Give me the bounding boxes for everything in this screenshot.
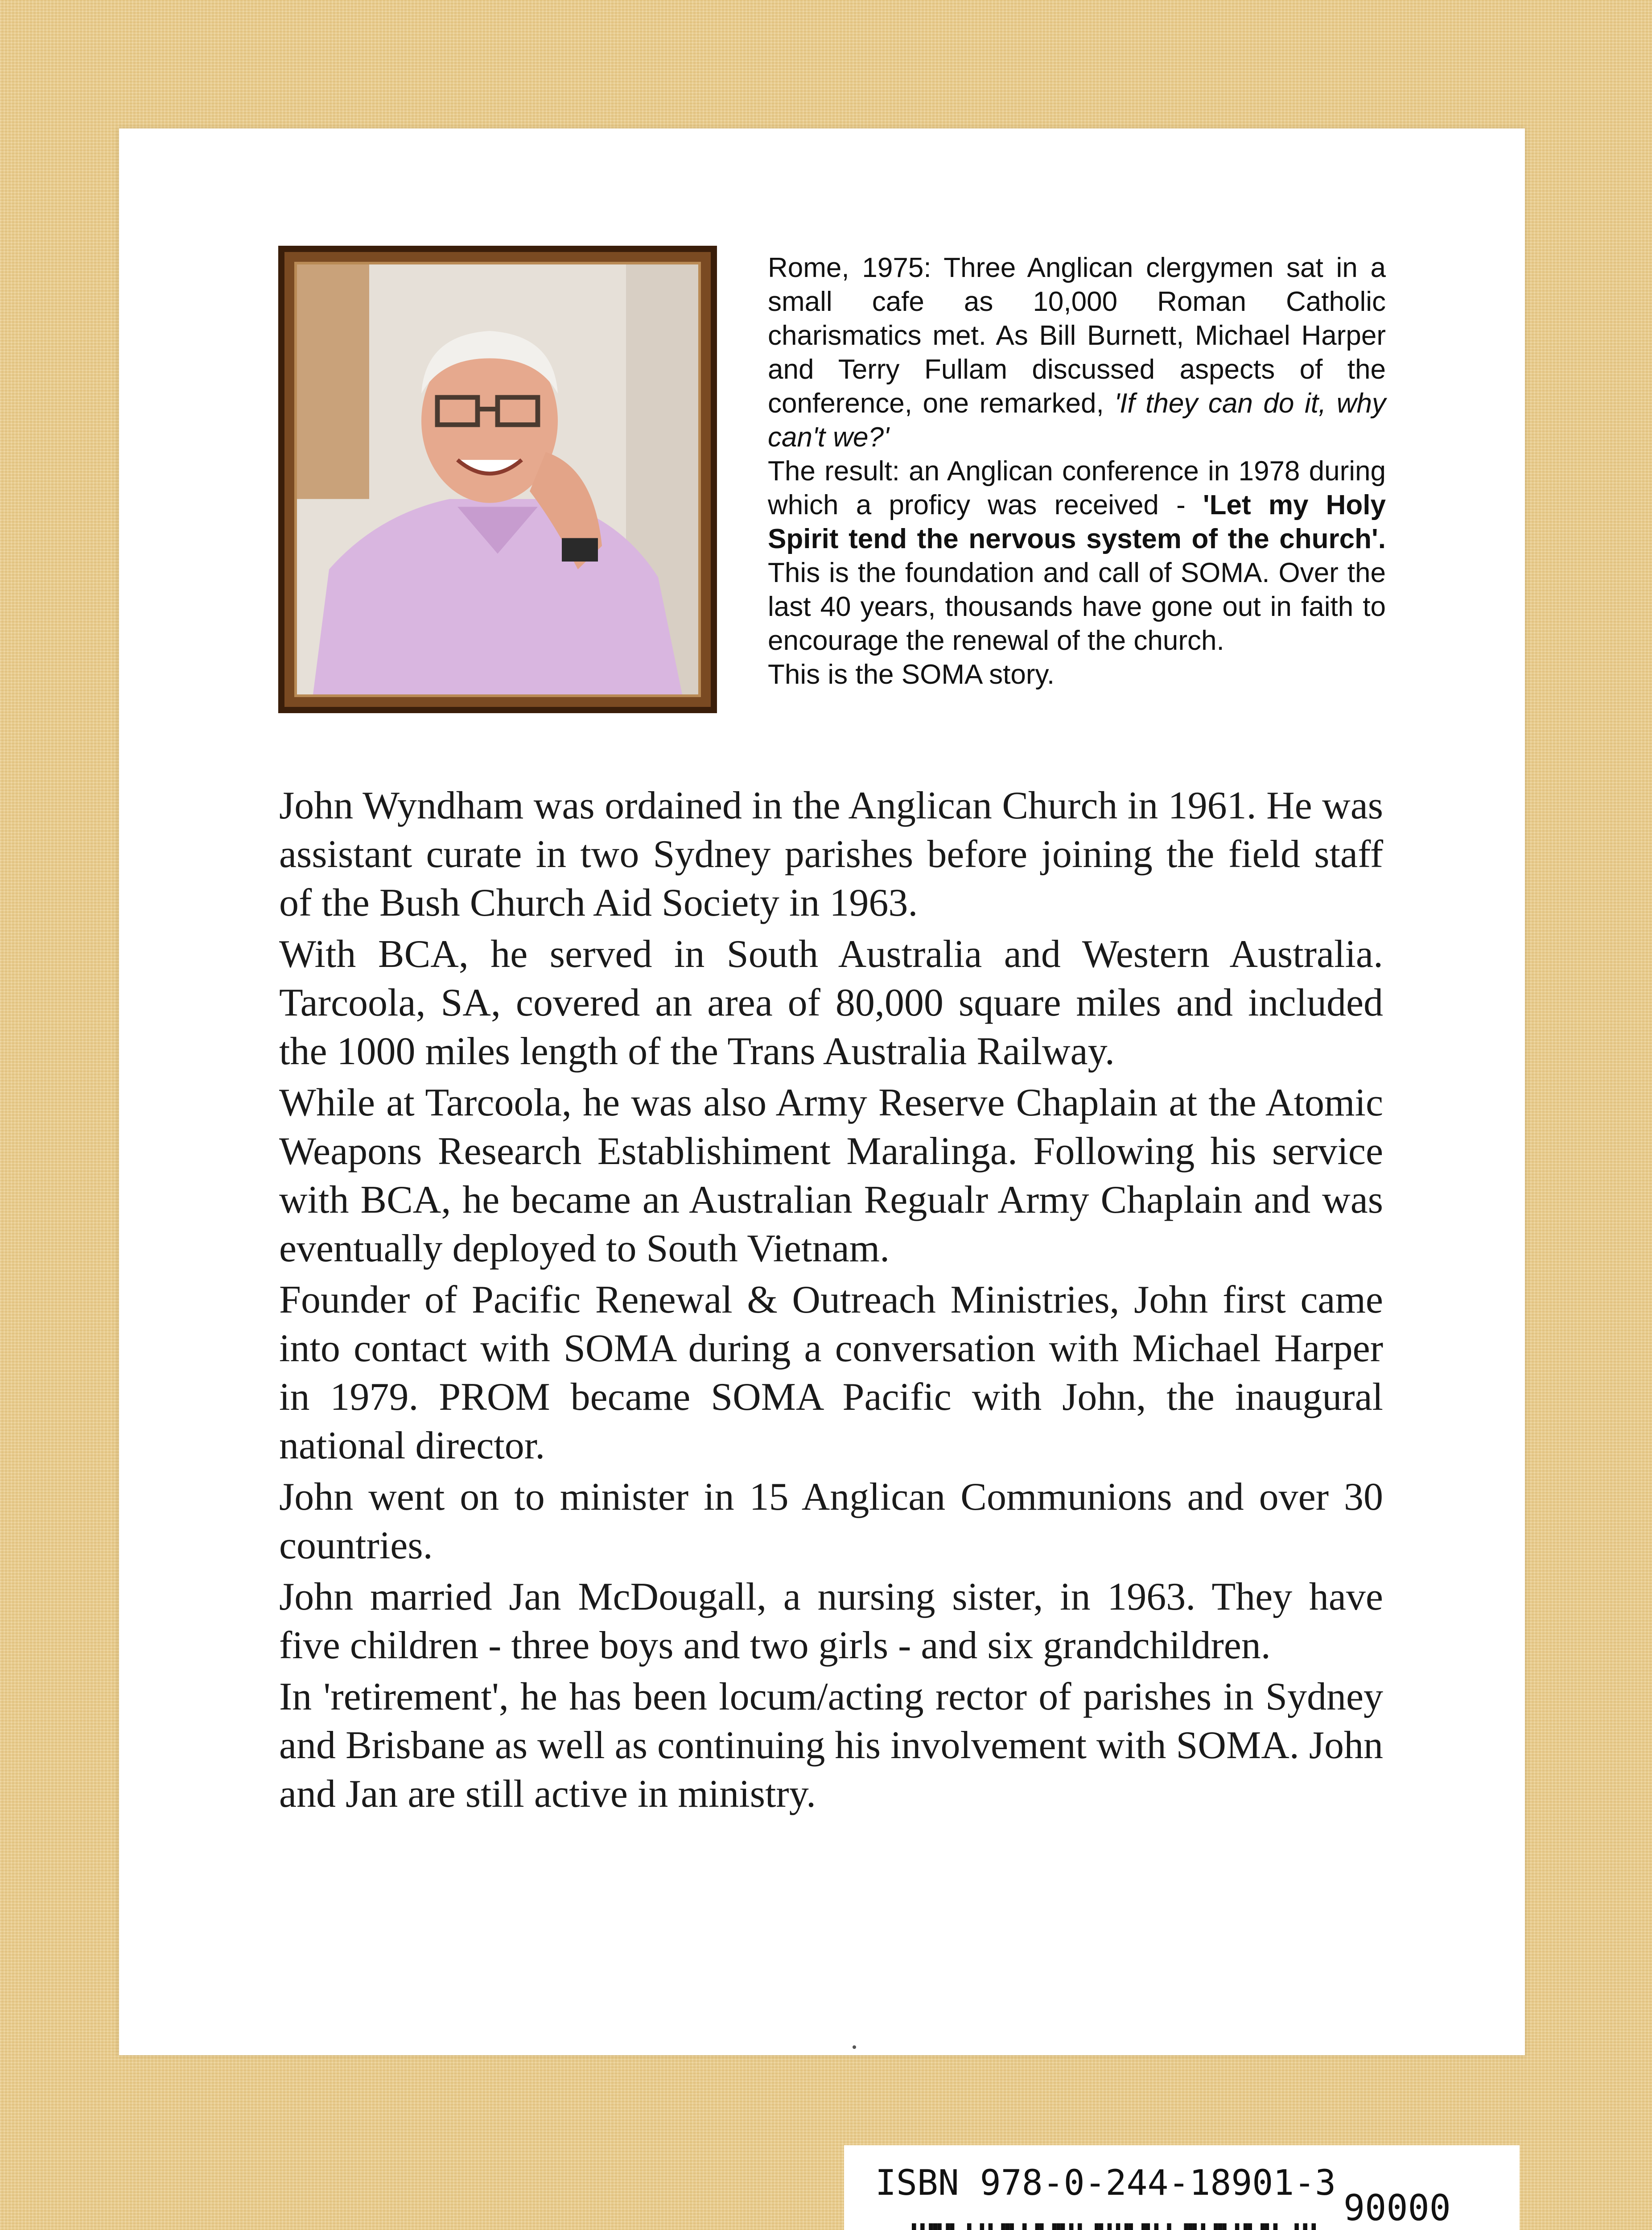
bio-paragraph: With BCA, he served in South Australia and Western Australia. Tarcoola, SA, covered an area of 80,000 square miles and included the 1000 miles length of the Trans Australia Railway.: [279, 933, 1383, 1073]
isbn-number: ISBN 978-0-244-18901-3: [875, 2163, 1336, 2203]
barcode-bar: [1265, 2223, 1269, 2230]
barcode-bar: [1218, 2223, 1223, 2230]
blurb-text: This is the foundation and call of SOMA. Over the last 40 years, thousands have gone out in faith to encourage the renewal of the church.: [768, 558, 1386, 656]
barcode-bar: [1311, 2223, 1316, 2230]
barcode-bar: [1294, 2223, 1299, 2230]
barcode-bar: [933, 2223, 938, 2230]
barcode-bar: [1244, 2223, 1248, 2230]
barcode-bar: [929, 2223, 933, 2230]
barcode-bar: [1222, 2223, 1227, 2230]
author-portrait-image: [297, 264, 698, 694]
barcode-bar: [1108, 2223, 1112, 2230]
barcode-bar: [989, 2223, 993, 2230]
barcode-bar: [1235, 2223, 1240, 2230]
barcode-bar: [946, 2223, 950, 2230]
barcode-bar: [1035, 2223, 1040, 2230]
barcode-bar: [1141, 2223, 1146, 2230]
author-biography: [279, 781, 1383, 1821]
back-cover-blurb: [768, 251, 1386, 692]
barcode-bar: [1078, 2223, 1082, 2230]
barcode-bar: [1052, 2223, 1057, 2230]
author-photo-frame: [278, 246, 717, 713]
barcode-bar: [1146, 2223, 1150, 2230]
bio-paragraph: John went on to minister in 15 Anglican Communions and over 30 countries.: [279, 1475, 1383, 1567]
barcode-bar: [1214, 2223, 1218, 2230]
barcode-bar: [1099, 2223, 1104, 2230]
ean13-bars: [912, 2223, 1316, 2230]
barcode-bar: [1167, 2223, 1171, 2230]
barcode-bar: [1056, 2223, 1061, 2230]
barcode-bar: [1261, 2223, 1265, 2230]
barcode-bar: [1095, 2223, 1099, 2230]
decorative-dot: [853, 2045, 856, 2049]
barcode-bar: [1069, 2223, 1074, 2230]
barcode-bar: [1061, 2223, 1065, 2230]
blurb-paragraph-3: This is the SOMA story.: [768, 659, 1055, 690]
barcode-bar: [1184, 2223, 1188, 2230]
bio-paragraph: While at Tarcoola, he was also Army Reserve Chaplain at the Atomic Weapons Research Establishiment Maralinga. Following his service with BCA, he became an Australian Regualr Army Chaplain and was eventually deployed to South Vietnam.: [279, 1081, 1383, 1270]
barcode-bar: [1125, 2223, 1129, 2230]
barcode-bar: [1001, 2223, 1005, 2230]
barcode-bar: [980, 2223, 985, 2230]
barcode-bar: [1248, 2223, 1252, 2230]
bio-paragraph: John married Jan McDougall, a nursing sister, in 1963. They have five children - three boys and two girls - and six grandchildren.: [279, 1575, 1383, 1667]
barcode-bar: [950, 2223, 955, 2230]
barcode-bar: [1192, 2223, 1197, 2230]
blurb-prophecy: 'Let my Holy Spirit tend the nervous system of the church'.: [768, 490, 1386, 554]
ean13-bars-graphic: [912, 2223, 1316, 2230]
barcode-bar: [1022, 2223, 1027, 2230]
barcode-bar: [937, 2223, 942, 2230]
barcode-bar: [967, 2223, 972, 2230]
isbn-barcode: [844, 2145, 1520, 2230]
barcode-bar: [1129, 2223, 1133, 2230]
barcode-bar: [1005, 2223, 1010, 2230]
bio-paragraph: In 'retirement', he has been locum/acting rector of parishes in Sydney and Brisbane as well as continuing his involvement with SOMA. John and Jan are still active in ministry.: [279, 1675, 1383, 1816]
barcode-bar: [1009, 2223, 1014, 2230]
barcode-bar: [1201, 2223, 1206, 2230]
barcode-bar: [920, 2223, 925, 2230]
blurb-quote: 'If they can do it, why can't we?': [768, 388, 1386, 453]
barcode-bar: [1039, 2223, 1044, 2230]
barcode-bar: [1273, 2223, 1278, 2230]
barcode-bar: [1188, 2223, 1193, 2230]
blurb-paragraph-2: [768, 454, 1386, 658]
barcode-bar: [912, 2223, 916, 2230]
price-code: 90000: [1343, 2187, 1451, 2229]
blurb-text: The result: an Anglican conference in 1978 during which a proficy was received -: [768, 456, 1386, 520]
author-photo: [294, 262, 701, 697]
blurb-text: Rome, 1975: Three Anglican clergymen sat in a small cafe as 10,000 Roman Catholic charismatics met. As Bill Burnett, Michael Harper and Terry Fullam discussed aspects of the conference, one remarked,: [768, 252, 1386, 419]
bio-paragraph: John Wyndham was ordained in the Anglican Church in 1961. He was assistant curate in two Sydney parishes before joining the field staff of the Bush Church Aid Society in 1963.: [279, 784, 1383, 925]
barcode-bar: [1154, 2223, 1159, 2230]
barcode-bar: [1303, 2223, 1307, 2230]
barcode-bar: [1116, 2223, 1121, 2230]
blurb-paragraph-1: [768, 251, 1386, 454]
bio-paragraph: Founder of Pacific Renewal & Outreach Ministries, John first came into contact with SOMA during a conversation with Michael Harper in 1979. PROM became SOMA Pacific with John, the inaugural national director.: [279, 1278, 1383, 1467]
